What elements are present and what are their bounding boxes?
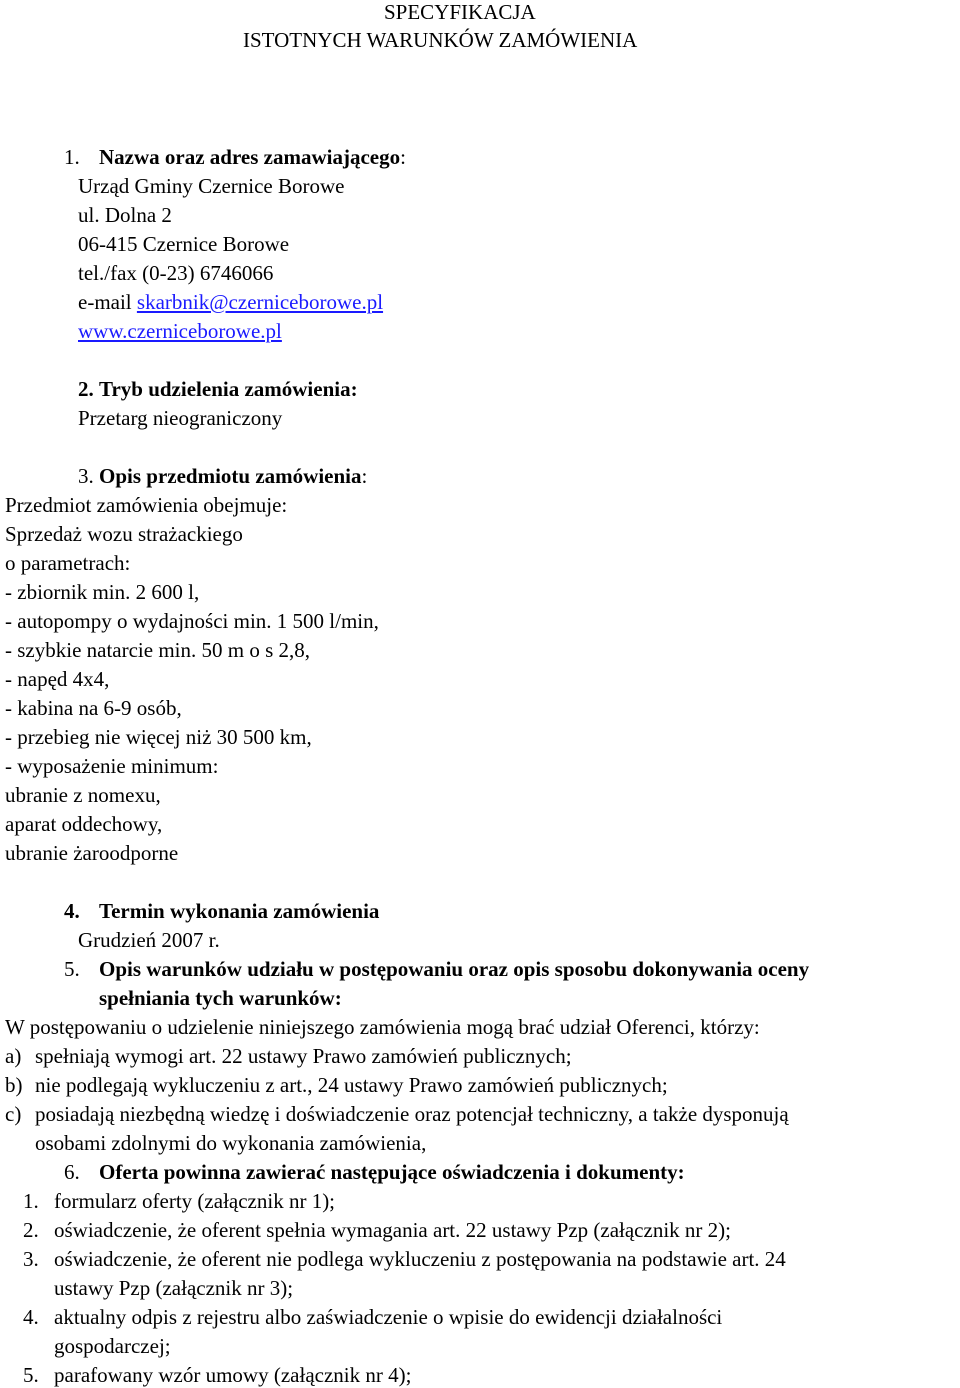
section1-heading xyxy=(99,144,406,170)
doc-title-line1: SPECYFIKACJA xyxy=(384,0,536,24)
document-list-text: oświadczenie, że oferent nie podlega wykluczeniu z postępowania na podstawie art. 24 xyxy=(54,1247,786,1271)
address-line: Urząd Gminy Czernice Borowe xyxy=(78,174,345,198)
document-list-text: oświadczenie, że oferent spełnia wymagania art. 22 ustawy Pzp (załącznik nr 2); xyxy=(54,1218,731,1242)
website-link[interactable]: www.czerniceborowe.pl xyxy=(78,319,282,343)
condition-text: spełniają wymogi art. 22 ustawy Prawo zamówień publicznych; xyxy=(35,1044,572,1068)
equipment-line: aparat oddechowy, xyxy=(5,812,163,836)
condition-label: c) xyxy=(5,1102,22,1126)
section4-heading: Termin wykonania zamówienia xyxy=(99,899,380,923)
section1-heading-colon: : xyxy=(400,145,406,169)
parameter-line: - szybkie natarcie min. 50 m o s 2,8, xyxy=(5,638,311,662)
subject-line: Przedmiot zamówienia obejmuje: xyxy=(5,493,288,517)
document-list-text-continued: ustawy Pzp (załącznik nr 3); xyxy=(54,1276,294,1300)
equipment-line: ubranie z nomexu, xyxy=(5,783,161,807)
document-list-text: aktualny odpis z rejestru albo zaświadczenie o wpisie do ewidencji działalności xyxy=(54,1305,723,1329)
section5-heading-line1: Opis warunków udziału w postępowaniu oraz opis sposobu dokonywania oceny xyxy=(99,957,810,981)
section3-heading xyxy=(99,463,367,489)
email-line xyxy=(78,289,383,315)
document-list-label: 5. xyxy=(23,1363,39,1387)
document-list-text: parafowany wzór umowy (załącznik nr 4); xyxy=(54,1363,412,1387)
condition-text-continued: osobami zdolnymi do wykonania zamówienia, xyxy=(35,1131,427,1155)
equipment-line: ubranie żaroodporne xyxy=(5,841,179,865)
doc-title-line2: ISTOTNYCH WARUNKÓW ZAMÓWIENIA xyxy=(243,28,638,52)
section3-heading-colon: : xyxy=(361,464,368,488)
section3-heading-text: Opis przedmiotu zamówienia xyxy=(99,464,362,488)
section5-intro: W postępowaniu o udzielenie niniejszego zamówienia mogą brać udział Oferenci, którzy: xyxy=(5,1015,760,1039)
section4-body: Grudzień 2007 r. xyxy=(78,928,220,952)
email-link[interactable]: skarbnik@czerniceborowe.pl xyxy=(136,290,384,314)
section1-number: 1. xyxy=(64,145,80,169)
document-list-label: 4. xyxy=(23,1305,39,1329)
section5-heading-line2: spełniania tych warunków: xyxy=(99,986,342,1010)
section4-number: 4. xyxy=(64,899,80,923)
section2-heading: Tryb udzielenia zamówienia: xyxy=(99,377,358,401)
condition-text: nie podlegają wykluczeniu z art., 24 ustawy Prawo zamówień publicznych; xyxy=(35,1073,668,1097)
section2-body: Przetarg nieograniczony xyxy=(78,406,283,430)
parameter-line: - przebieg nie więcej niż 30 500 km, xyxy=(5,725,312,749)
condition-label: a) xyxy=(5,1044,22,1068)
section1-heading-text: Nazwa oraz adres zamawiającego xyxy=(99,145,401,169)
condition-label: b) xyxy=(5,1073,23,1097)
parameter-line: - kabina na 6-9 osób, xyxy=(5,696,182,720)
section5-number: 5. xyxy=(64,957,80,981)
parameter-line: - zbiornik min. 2 600 l, xyxy=(5,580,200,604)
section6-heading: Oferta powinna zawierać następujące oświadczenia i dokumenty: xyxy=(99,1160,685,1184)
condition-text: posiadają niezbędną wiedzę i doświadczenie oraz potencjał techniczny, a także dysponują xyxy=(35,1102,789,1126)
parameter-line: - wyposażenie minimum: xyxy=(5,754,219,778)
document-list-text: formularz oferty (załącznik nr 1); xyxy=(54,1189,336,1213)
section3-number: 3. xyxy=(78,464,94,488)
address-line: tel./fax (0-23) 6746066 xyxy=(78,261,274,285)
address-line: ul. Dolna 2 xyxy=(78,203,172,227)
parameter-line: - napęd 4x4, xyxy=(5,667,110,691)
subject-line: o parametrach: xyxy=(5,551,131,575)
website-line xyxy=(78,318,282,344)
address-line: 06-415 Czernice Borowe xyxy=(78,232,290,256)
section2-number: 2. xyxy=(78,377,94,401)
email-prefix: e-mail xyxy=(78,290,137,314)
document-list-text-continued: gospodarczej; xyxy=(54,1334,171,1358)
parameter-line: - autopompy o wydajności min. 1 500 l/min, xyxy=(5,609,379,633)
document-list-label: 2. xyxy=(23,1218,39,1242)
section6-number: 6. xyxy=(64,1160,80,1184)
document-list-label: 1. xyxy=(23,1189,39,1213)
document-list-label: 3. xyxy=(23,1247,39,1271)
subject-line: Sprzedaż wozu strażackiego xyxy=(5,522,243,546)
